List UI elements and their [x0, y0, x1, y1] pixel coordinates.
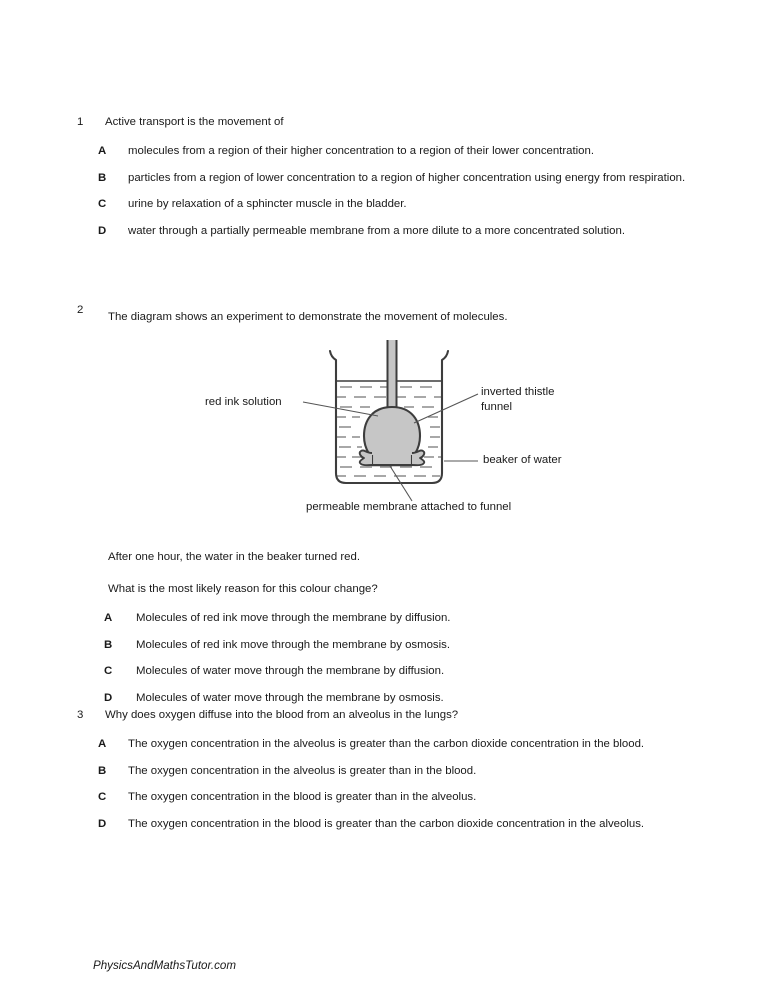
- option-3c[interactable]: [77, 790, 737, 806]
- thistle-funnel-diagram: [0, 333, 768, 533]
- question-3-options: [77, 737, 737, 832]
- question-2: [77, 304, 737, 717]
- option-2d[interactable]: [77, 691, 737, 707]
- option-2b-text: Molecules of red ink move through the membrane by osmosis.: [136, 638, 451, 651]
- option-3b-letter: B: [98, 764, 107, 777]
- leader-red-ink: [303, 402, 378, 416]
- question-3-text: Why does oxygen diffuse into the blood from an alveolus in the lungs?: [105, 709, 459, 721]
- option-2a-text: Molecules of red ink move through the membrane by diffusion.: [136, 612, 451, 624]
- option-1c-letter: C: [98, 198, 107, 210]
- question-3: [77, 708, 737, 843]
- leader-thistle-funnel: [414, 394, 478, 423]
- option-3b[interactable]: [77, 764, 737, 780]
- option-2b-letter: B: [104, 638, 113, 651]
- option-2c-text: Molecules of water move through the membrane by diffusion.: [136, 665, 445, 677]
- option-1b[interactable]: [77, 171, 737, 187]
- option-1a-text: molecules from a region of their higher concentration to a region of their lower concentration.: [128, 145, 595, 157]
- option-3a-letter: A: [98, 738, 107, 750]
- option-3c-text: The oxygen concentration in the blood is greater than in the alveolus.: [128, 791, 477, 803]
- option-1c[interactable]: [77, 197, 737, 213]
- option-2c-letter: C: [104, 665, 113, 677]
- question-1-text: Active transport is the movement of: [105, 116, 284, 128]
- label-beaker-of-water: beaker of water: [483, 454, 562, 466]
- question-2-options: [77, 611, 737, 706]
- membrane-fill: [372, 455, 412, 465]
- option-3d-letter: D: [98, 817, 107, 830]
- label-inverted-thistle-funnel-line1: inverted thistle: [481, 386, 555, 398]
- option-1a-letter: A: [98, 145, 107, 157]
- option-1c-text: urine by relaxation of a sphincter muscle in the bladder.: [128, 198, 407, 210]
- membrane-clip-left: [360, 450, 372, 465]
- question-2-header: [77, 304, 737, 325]
- option-3d-text: The oxygen concentration in the blood is greater than the carbon dioxide concentration in the alveolus.: [128, 817, 645, 830]
- option-2a[interactable]: [77, 611, 737, 627]
- option-1d-text: water through a partially permeable membrane from a more dilute to a more concentrated solution.: [128, 224, 626, 237]
- question-3-number: 3: [77, 709, 84, 721]
- question-2-stem-1: After one hour, the water in the beaker turned red.: [108, 551, 361, 563]
- label-red-ink-solution: red ink solution: [205, 396, 282, 408]
- option-1d-letter: D: [98, 224, 107, 237]
- option-1d[interactable]: [77, 224, 737, 240]
- option-1a[interactable]: [77, 144, 737, 160]
- label-inverted-thistle-funnel-line2: funnel: [481, 401, 513, 413]
- question-3-header: [77, 708, 737, 723]
- label-permeable-membrane: permeable membrane attached to funnel: [306, 501, 512, 513]
- option-2d-text: Molecules of water move through the membrane by osmosis.: [136, 691, 444, 704]
- question-1-options: [77, 144, 737, 239]
- option-3d[interactable]: [77, 817, 737, 833]
- option-2d-letter: D: [104, 691, 113, 704]
- option-2c[interactable]: [77, 664, 737, 680]
- option-2a-letter: A: [104, 612, 113, 624]
- question-2-number: 2: [77, 304, 84, 316]
- option-1b-text: particles from a region of lower concentration to a region of higher concentration using energy from respiration.: [128, 171, 686, 184]
- question-1-header: [77, 115, 737, 130]
- option-3b-text: The oxygen concentration in the alveolus is greater than in the blood.: [128, 764, 477, 777]
- option-1b-letter: B: [98, 171, 107, 184]
- question-2-stem-2: What is the most likely reason for this colour change?: [108, 583, 378, 595]
- question-1-number: 1: [77, 116, 84, 128]
- option-3a[interactable]: [77, 737, 737, 753]
- footer-watermark: PhysicsAndMathsTutor.com: [93, 959, 237, 972]
- option-3c-letter: C: [98, 791, 107, 803]
- membrane-clip-right: [412, 450, 424, 465]
- question-1: [77, 115, 737, 250]
- option-2b[interactable]: [77, 638, 737, 654]
- option-3a-text: The oxygen concentration in the alveolus is greater than the carbon dioxide concentration in the blood.: [128, 738, 645, 750]
- question-2-text: The diagram shows an experiment to demonstrate the movement of molecules.: [108, 311, 508, 323]
